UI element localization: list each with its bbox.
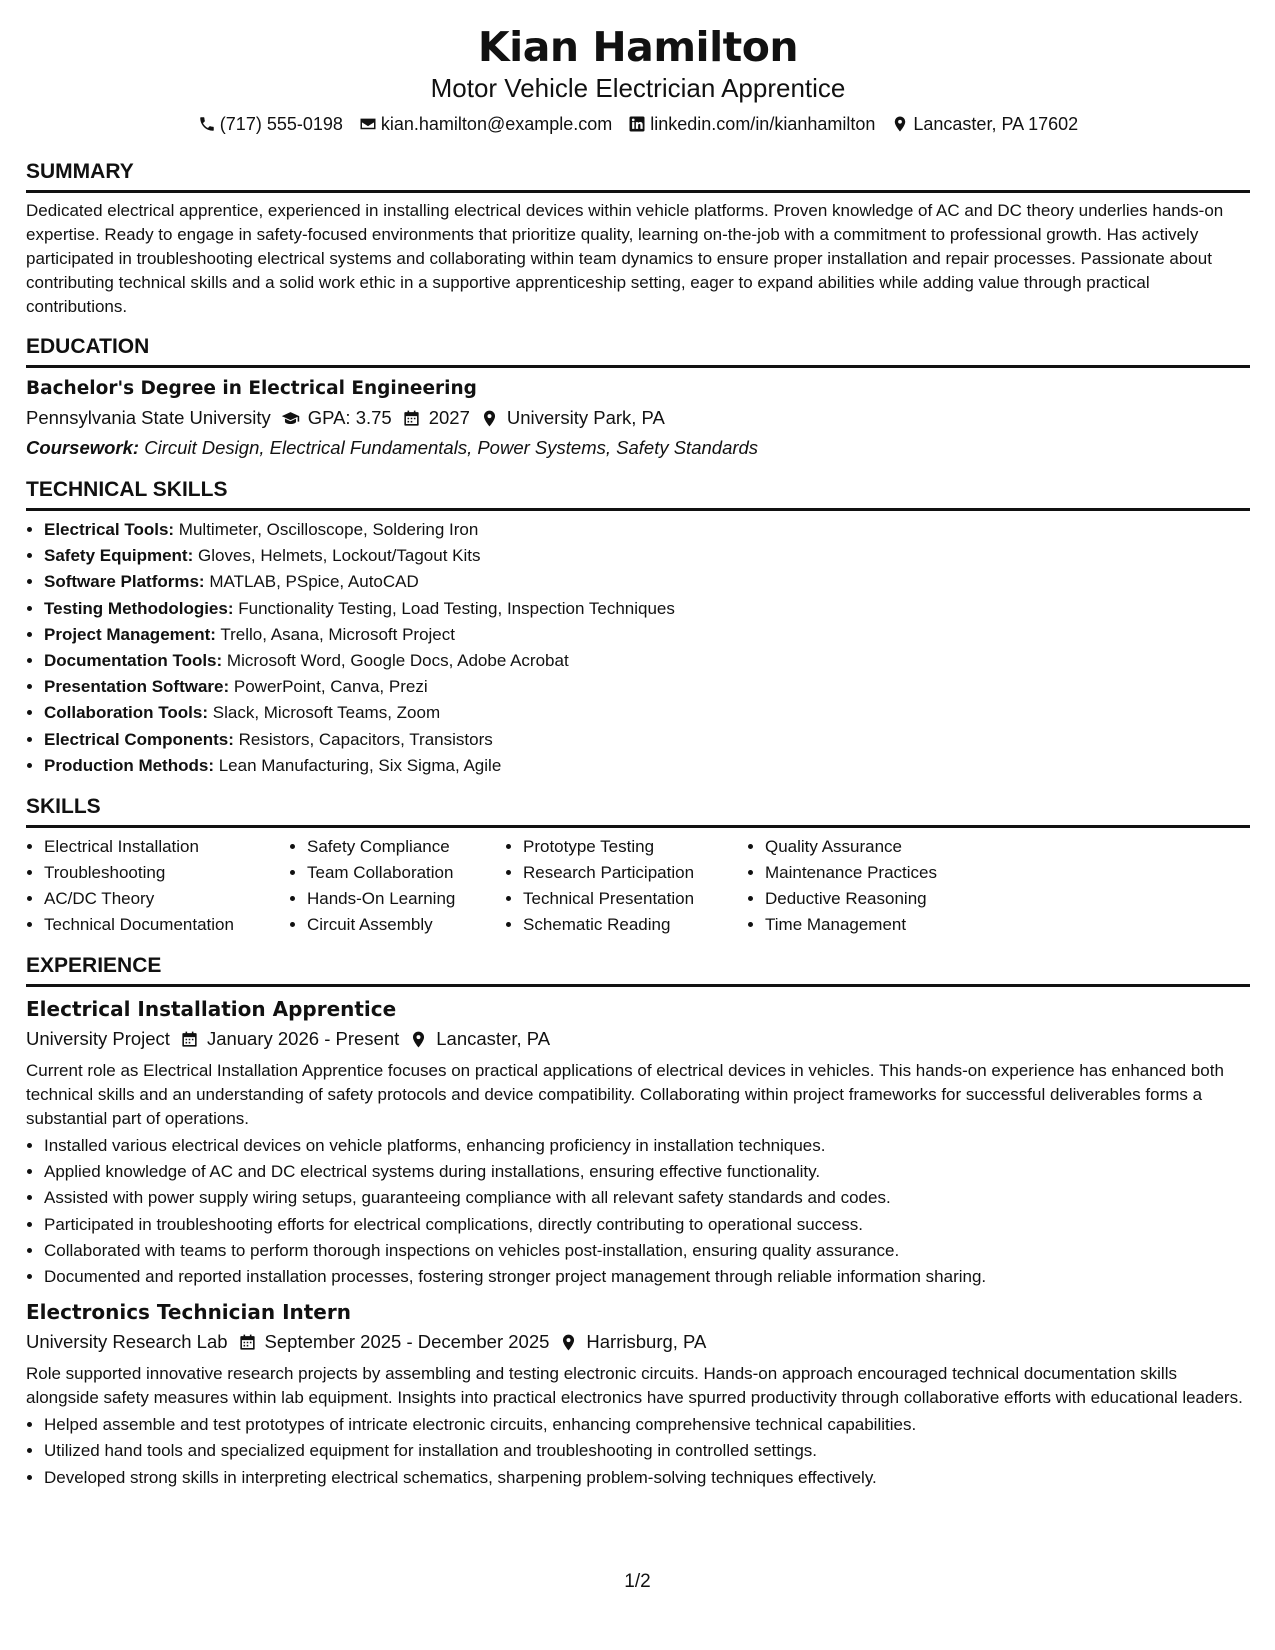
list-item: • Assisted with power supply wiring setups, guaranteeing compliance with all relevant safety standards and codes.	[44, 1185, 1250, 1211]
list-item: • Maintenance Practices	[765, 860, 1005, 886]
envelope-icon	[359, 115, 377, 133]
job-title: Electrical Installation Apprentice	[26, 997, 397, 1022]
graduation-year: 2027	[428, 407, 470, 428]
technical-skills-section	[26, 476, 1250, 779]
list-item: • Schematic Reading	[523, 912, 747, 938]
skill-category: Safety Equipment:	[44, 546, 194, 566]
list-item	[44, 700, 1250, 726]
skill-values: Slack, Microsoft Teams, Zoom	[212, 703, 441, 723]
school-location: University Park, PA	[506, 407, 665, 428]
skills-column	[26, 834, 289, 938]
job-bullets	[26, 1133, 1250, 1290]
education-section	[26, 333, 1250, 462]
experience-heading: EXPERIENCE	[26, 952, 1250, 987]
summary-text: Dedicated electrical apprentice, experienced in installing electrical devices within vehicle platforms. Proven knowledge of AC and DC theory underlies hands-on expertise. Ready to engage in safety-focused environments that prioritize quality, learning on-the-job with a commitment to professional growth. Has actively participated in troubleshooting electrical systems and collaborating within team dynamics to ensure proper installation and repair processes. Passionate about contributing technical skills and a solid work ethic in a supportive apprenticeship setting, eager to expand abilities while adding value through practical contributions.	[26, 201, 1224, 316]
skill-category: Software Platforms:	[44, 572, 205, 592]
linkedin-icon	[628, 115, 646, 133]
job-title: Electronics Technician Intern	[26, 1300, 351, 1325]
contact-linkedin[interactable]	[628, 112, 875, 136]
list-item: • Troubleshooting	[44, 860, 289, 886]
skills-section	[26, 793, 1250, 938]
list-item: • AC/DC Theory	[44, 886, 289, 912]
list-item	[44, 543, 1250, 569]
list-item: • Safety Compliance	[307, 834, 505, 860]
experience-entry	[26, 995, 1250, 1290]
phone-text: (717) 555-0198	[219, 114, 343, 134]
page-number: 1/2	[624, 1571, 651, 1592]
job-organization: University Project	[26, 1028, 170, 1050]
list-item: • Circuit Assembly	[307, 912, 505, 938]
coursework-line	[26, 434, 1250, 462]
job-description: Role supported innovative research projects by assembling and testing electronic circuits. Hands-on approach encouraged technical documentation skills alongside safety measures within lab equipment. Insights into practical electronics have spurred productivity through collaborative efforts with educational leaders.	[26, 1364, 1243, 1408]
education-meta	[26, 404, 1250, 432]
skill-category: Electrical Tools:	[44, 520, 175, 539]
skill-category: Presentation Software:	[44, 677, 230, 697]
degree-title: Bachelor's Degree in Electrical Engineering	[26, 378, 477, 399]
skills-column	[747, 834, 1005, 938]
experience-section	[26, 952, 1250, 1491]
coursework-label: Coursework:	[26, 437, 140, 458]
skill-values: Functionality Testing, Load Testing, Inspection Techniques	[238, 598, 675, 618]
list-item	[44, 517, 1250, 543]
technical-skills-heading: TECHNICAL SKILLS	[26, 476, 1250, 511]
map-pin-icon	[891, 115, 909, 133]
list-item	[44, 753, 1250, 779]
job-location: Harrisburg, PA	[586, 1331, 707, 1353]
list-item: • Quality Assurance	[765, 834, 1005, 860]
list-item: • Applied knowledge of AC and DC electrical systems during installations, ensuring effective functionality.	[44, 1159, 1250, 1185]
job-location: Lancaster, PA	[436, 1028, 551, 1050]
skill-values: Gloves, Helmets, Lockout/Tagout Kits	[197, 546, 481, 566]
map-pin-icon	[409, 1030, 428, 1049]
skill-category: Project Management:	[44, 624, 216, 644]
list-item: • Prototype Testing	[523, 834, 747, 860]
resume-header	[26, 22, 1250, 136]
calendar-icon	[402, 409, 421, 428]
skills-grid	[26, 834, 1250, 938]
list-item	[44, 648, 1250, 674]
list-item	[44, 569, 1250, 595]
candidate-role: Motor Vehicle Electrician Apprentice	[430, 73, 846, 103]
skills-column	[505, 834, 747, 938]
job-organization: University Research Lab	[26, 1331, 228, 1353]
list-item: • Participated in troubleshooting efforts for electrical complications, directly contributing to operational success.	[44, 1212, 1250, 1238]
job-bullets	[26, 1412, 1250, 1491]
list-item: • Collaborated with teams to perform thorough inspections on vehicles post-installation, ensuring quality assurance.	[44, 1238, 1250, 1264]
list-item: • Utilized hand tools and specialized equipment for installation and troubleshooting in controlled settings.	[44, 1438, 1250, 1464]
summary-heading: SUMMARY	[26, 158, 1250, 193]
list-item: • Technical Presentation	[523, 886, 747, 912]
job-description: Current role as Electrical Installation Apprentice focuses on practical applications of electrical devices in vehicles. This hands-on experience has enhanced both technical skills and an understanding of safety protocols and device compatibility. Collaborating within project frameworks for successful deliverables forms a substantial part of operations.	[26, 1061, 1224, 1129]
skill-values: Lean Manufacturing, Six Sigma, Agile	[218, 755, 502, 775]
map-pin-icon	[559, 1333, 578, 1352]
experience-entry	[26, 1298, 1250, 1491]
map-pin-icon	[480, 409, 499, 428]
graduation-cap-icon	[281, 409, 300, 428]
skill-category: Testing Methodologies:	[44, 598, 234, 618]
list-item: • Time Management	[765, 912, 1005, 938]
skill-category: Collaboration Tools:	[44, 703, 209, 723]
contact-bar	[26, 112, 1250, 136]
list-item: • Helped assemble and test prototypes of intricate electronic circuits, enhancing comprehensive technical capabilities.	[44, 1412, 1250, 1438]
job-meta	[26, 1328, 1250, 1356]
list-item: • Hands-On Learning	[307, 886, 505, 912]
phone-icon	[198, 115, 216, 133]
resume-page	[26, 22, 1250, 1491]
job-meta	[26, 1025, 1250, 1053]
list-item: • Documented and reported installation processes, fostering stronger project management through reliable information sharing.	[44, 1264, 1250, 1290]
list-item: • Research Participation	[523, 860, 747, 886]
list-item	[44, 674, 1250, 700]
skill-values: Multimeter, Oscilloscope, Soldering Iron	[178, 520, 479, 539]
email-link[interactable]: kian.hamilton@example.com	[380, 114, 613, 134]
technical-skills-list	[26, 517, 1250, 779]
contact-phone	[198, 112, 343, 136]
skill-values: Trello, Asana, Microsoft Project	[220, 624, 455, 644]
list-item: • Deductive Reasoning	[765, 886, 1005, 912]
skill-values: Microsoft Word, Google Docs, Adobe Acrobat	[226, 651, 569, 671]
list-item: • Electrical Installation	[44, 834, 289, 860]
calendar-icon	[180, 1030, 199, 1049]
skill-category: Production Methods:	[44, 755, 214, 775]
list-item: • Team Collaboration	[307, 860, 505, 886]
gpa-text: GPA: 3.75	[307, 407, 392, 428]
list-item	[44, 596, 1250, 622]
list-item: • Technical Documentation	[44, 912, 289, 938]
school-name: Pennsylvania State University	[26, 407, 271, 428]
summary-section	[26, 158, 1250, 319]
skill-category: Electrical Components:	[44, 729, 234, 749]
location-text: Lancaster, PA 17602	[913, 114, 1079, 134]
skills-column	[289, 834, 505, 938]
list-item: • Developed strong skills in interpreting electrical schematics, sharpening problem-solving techniques effectively.	[44, 1465, 1250, 1491]
contact-email[interactable]	[359, 112, 612, 136]
calendar-icon	[238, 1333, 257, 1352]
skills-heading: SKILLS	[26, 793, 1250, 828]
job-dates: January 2026 - Present	[206, 1028, 400, 1050]
list-item	[44, 622, 1250, 648]
job-dates: September 2025 - December 2025	[264, 1331, 550, 1353]
skill-values: MATLAB, PSpice, AutoCAD	[209, 572, 419, 592]
skill-values: PowerPoint, Canva, Prezi	[233, 677, 428, 697]
coursework-list: Circuit Design, Electrical Fundamentals, Power Systems, Safety Standards	[144, 437, 759, 458]
candidate-name: Kian Hamilton	[477, 23, 799, 71]
list-item	[44, 727, 1250, 753]
skill-category: Documentation Tools:	[44, 651, 223, 671]
list-item: • Installed various electrical devices on vehicle platforms, enhancing proficiency in installation techniques.	[44, 1133, 1250, 1159]
linkedin-link[interactable]: linkedin.com/in/kianhamilton	[650, 114, 876, 134]
education-heading: EDUCATION	[26, 333, 1250, 368]
skill-values: Resistors, Capacitors, Transistors	[238, 729, 493, 749]
contact-location	[891, 112, 1078, 136]
